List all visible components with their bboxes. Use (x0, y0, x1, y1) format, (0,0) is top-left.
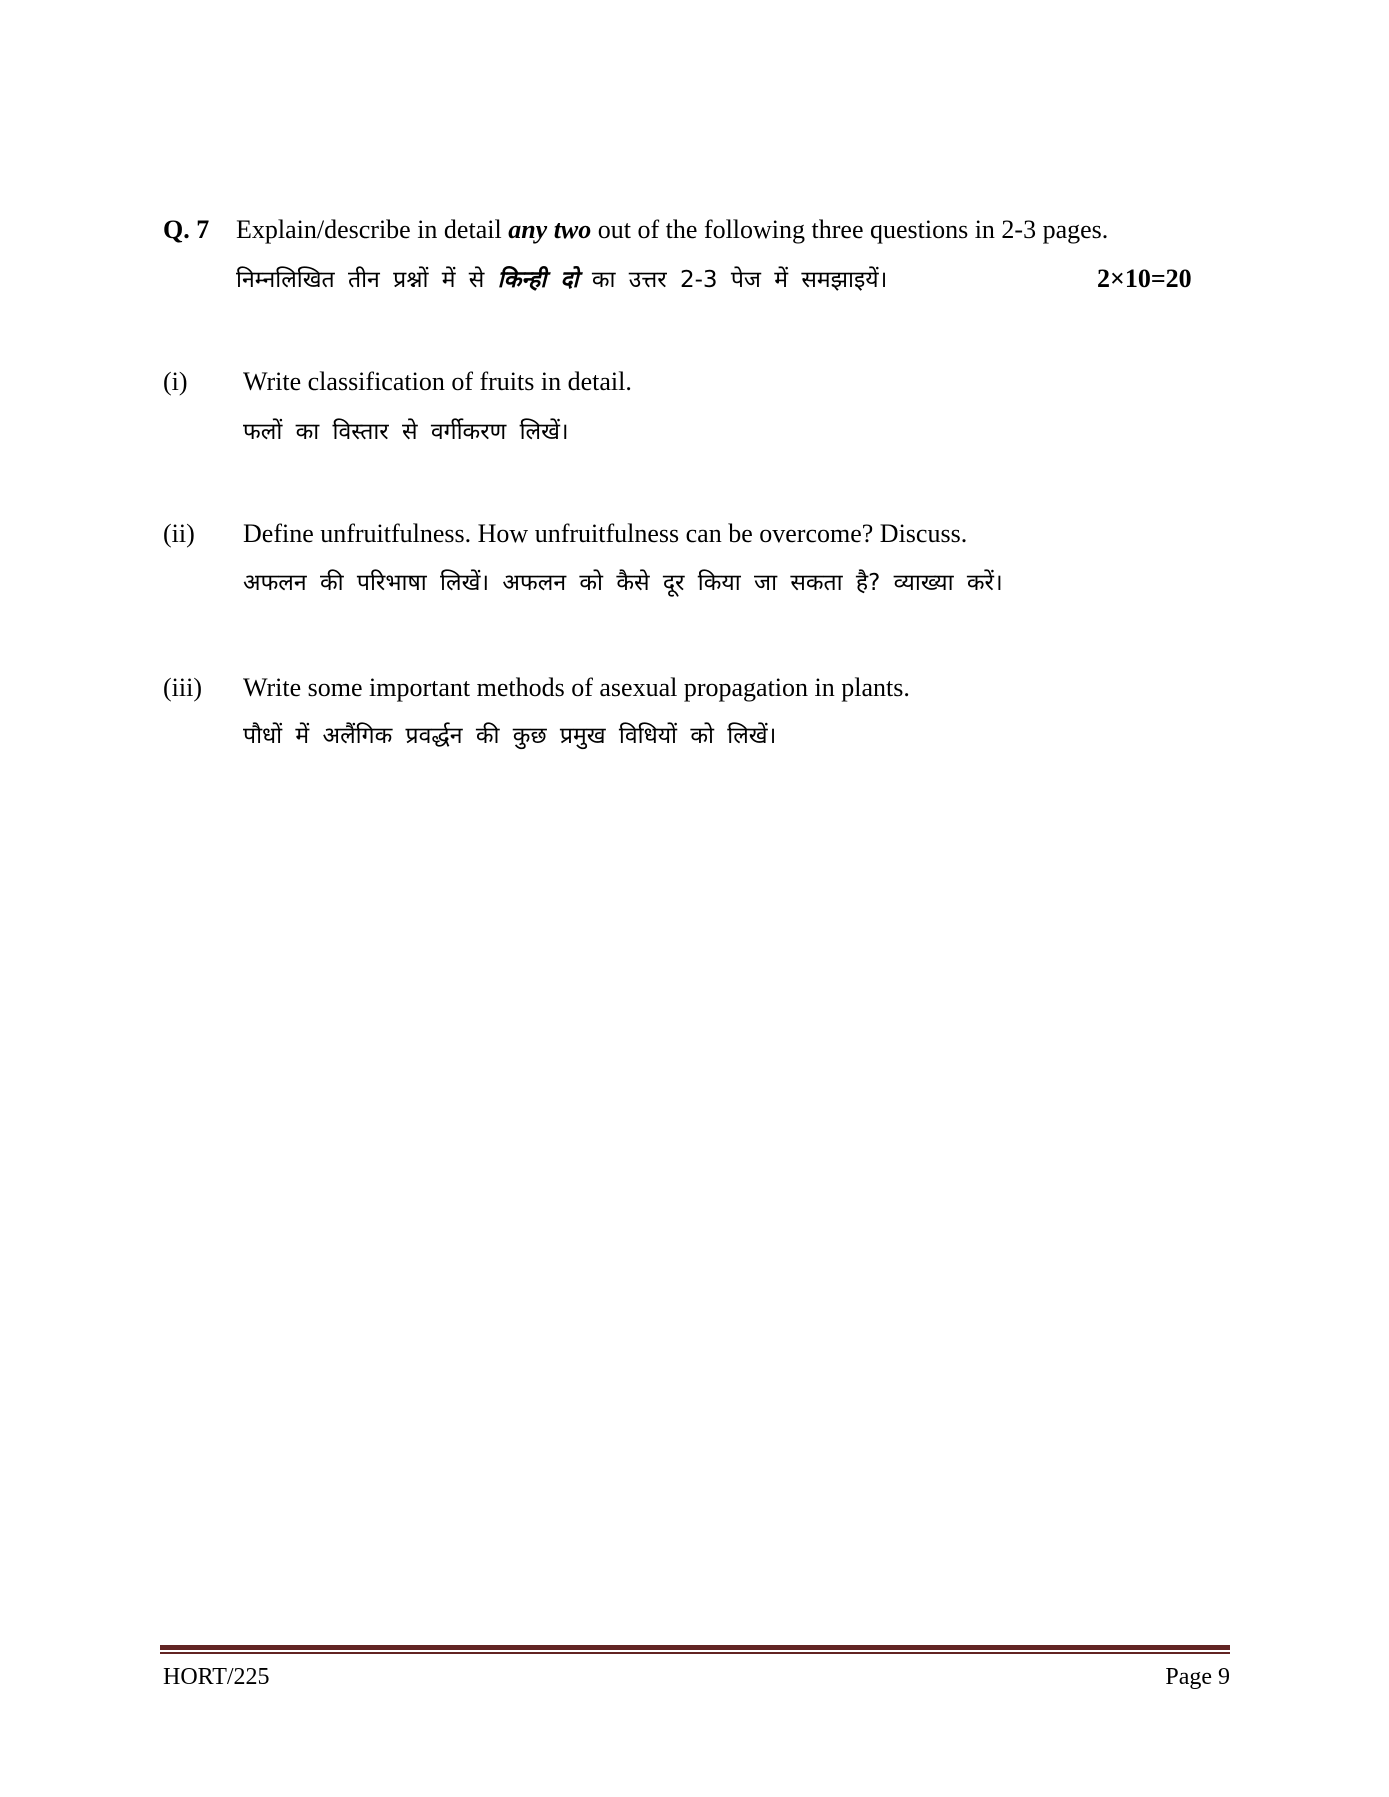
instruction-hi-before: निम्नलिखित तीन प्रश्नों में से (236, 267, 498, 293)
footer-course-code: HORT/225 (163, 1664, 270, 1690)
question-number: Q. 7 (163, 215, 210, 244)
footer-page-number: Page 9 (1165, 1664, 1230, 1690)
subquestion-label: (i) (163, 367, 188, 396)
subquestion-hindi: पौधों में अलैंगिक प्रवर्द्धन की कुछ प्रमुख विधियों को लिखें। (243, 723, 777, 749)
subquestion-hindi: अफलन की परिभाषा लिखें। अफलन को कैसे दूर किया जा सकता है? व्याख्या करें। (243, 570, 1003, 596)
footer-rule-thin (160, 1652, 1230, 1654)
question-marks: 2×10=20 (1097, 264, 1192, 293)
subquestion-english: Write classification of fruits in detail. (243, 367, 632, 396)
subquestion-label: (ii) (163, 519, 195, 548)
instruction-hi-emphasis: किन्ही दो (497, 267, 579, 293)
subquestion-hindi: फलों का विस्तार से वर्गीकरण लिखें। (243, 419, 569, 445)
subquestion-english: Define unfruitfulness. How unfruitfulness can be overcome? Discuss. (243, 519, 968, 548)
subquestion-english: Write some important methods of asexual propagation in plants. (243, 673, 910, 702)
footer-rule-thick (160, 1645, 1230, 1650)
instruction-en-before: Explain/describe in detail (236, 215, 509, 244)
question-instruction-english (236, 214, 1108, 246)
instruction-en-emphasis: any two (508, 215, 592, 244)
question-instruction-hindi (236, 264, 887, 296)
instruction-hi-after: का उत्तर 2-3 पेज में समझाइयें। (578, 267, 888, 293)
instruction-en-after: out of the following three questions in 2-3 pages. (591, 215, 1109, 244)
subquestion-label: (iii) (163, 673, 202, 702)
